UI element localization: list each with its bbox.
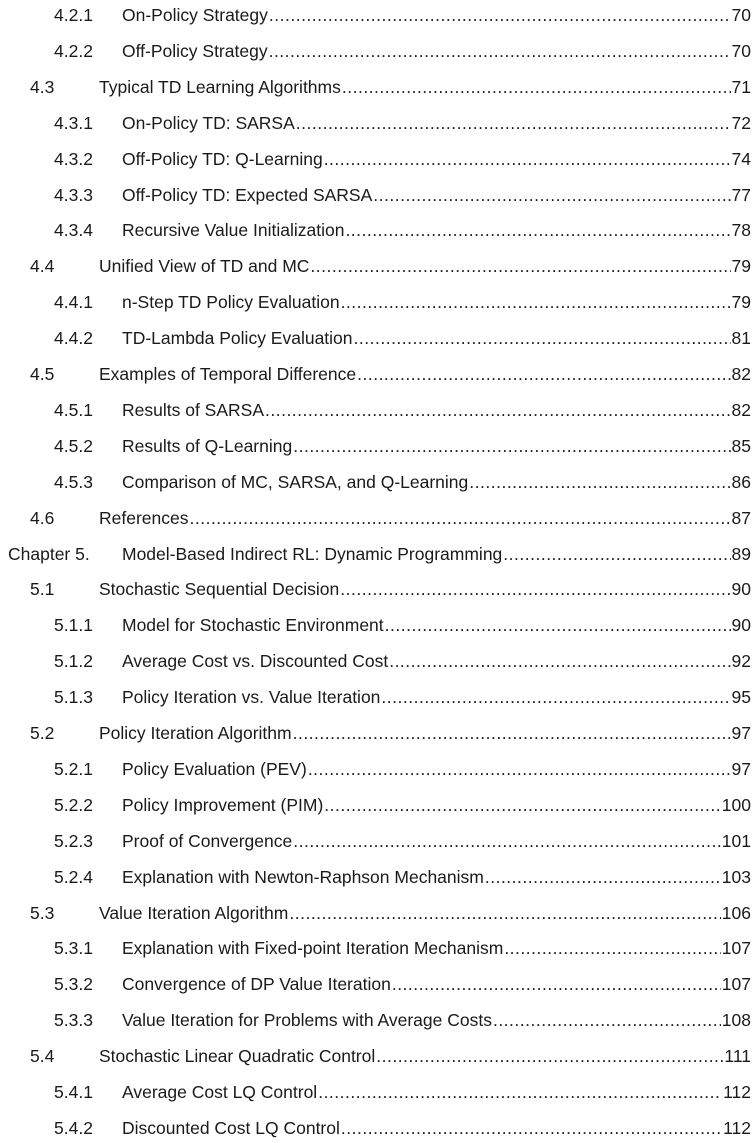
toc-entry-line: [122, 434, 751, 458]
dot-leader: [324, 147, 731, 171]
toc-entry[interactable]: [0, 649, 751, 673]
toc-entry-line: [122, 542, 751, 566]
toc-entry-number: 4.2.1: [54, 5, 93, 25]
toc-entry-number: 5.4: [30, 1046, 55, 1067]
toc-entry-title: Off-Policy TD: Expected SARSA: [122, 184, 373, 205]
toc-entry-page-number: 92: [731, 651, 751, 672]
toc-entry[interactable]: [0, 757, 751, 781]
toc-entry-page-number: 81: [731, 328, 751, 349]
toc-entry-page-number: 89: [731, 543, 751, 564]
toc-entry-title: Results of Q-Learning: [122, 435, 293, 456]
toc-entry-number: 4.4: [30, 256, 55, 277]
dot-leader: [493, 1008, 721, 1032]
toc-entry-page-number: 86: [731, 471, 751, 492]
toc-entry[interactable]: [0, 362, 751, 386]
toc-entry[interactable]: [0, 865, 751, 889]
toc-entry-page-number: 112: [723, 1082, 751, 1102]
dot-leader: [376, 1044, 723, 1068]
toc-entry[interactable]: [0, 613, 751, 637]
toc-entry-title: Policy Improvement (PIM): [122, 794, 324, 815]
toc-entry-line: [122, 972, 751, 996]
dot-leader: [293, 829, 721, 853]
dot-leader: [373, 183, 730, 207]
dot-leader: [308, 757, 731, 781]
dot-leader: [504, 936, 720, 960]
toc-entry-title: Discounted Cost LQ Control: [122, 1117, 340, 1138]
toc-entry-line: [122, 39, 751, 63]
toc-entry[interactable]: [0, 434, 751, 458]
toc-entry-page-number: 97: [731, 723, 751, 743]
toc-entry-line: [99, 721, 751, 745]
dot-leader: [324, 793, 721, 817]
toc-entry[interactable]: [0, 1044, 751, 1068]
toc-entry-number: 5.1.3: [54, 687, 93, 708]
toc-entry-line: [99, 362, 751, 386]
dot-leader: [340, 577, 730, 601]
toc-entry-line: [122, 1116, 751, 1140]
toc-entry-number: 5.4.2: [54, 1117, 93, 1138]
toc-entry-page-number: 107: [721, 974, 751, 995]
toc-entry-number: 5.2.4: [54, 866, 93, 887]
toc-entry-title: References: [99, 507, 189, 528]
toc-entry-line: [122, 111, 751, 135]
toc-entry-line: [122, 865, 751, 889]
toc-entry[interactable]: [0, 39, 751, 63]
toc-entry[interactable]: [0, 183, 751, 207]
toc-entry-line: [99, 75, 751, 99]
toc-entry-page-number: 103: [721, 866, 751, 887]
toc-entry-line: [99, 577, 751, 601]
toc-entry-title: On-Policy TD: SARSA: [122, 112, 295, 133]
toc-entry-line: [122, 3, 751, 27]
toc-entry-number: 5.2.2: [54, 794, 93, 815]
toc-entry-line: [99, 254, 751, 278]
toc-entry-line: [99, 506, 751, 530]
toc-entry[interactable]: [0, 1008, 751, 1032]
dot-leader: [485, 865, 721, 889]
toc-entry-page-number: 71: [731, 76, 751, 97]
toc-entry-page-number: 111: [724, 1046, 751, 1067]
toc-entry-number: 5.2: [30, 723, 55, 743]
toc-entry-title: Explanation with Newton-Raphson Mechanism: [122, 866, 484, 887]
toc-entry-number: 4.2.2: [54, 40, 93, 61]
toc-entry-title: Policy Iteration vs. Value Iteration: [122, 687, 381, 708]
toc-entry[interactable]: [0, 829, 751, 853]
toc-entry-number: 5.4.1: [54, 1082, 93, 1102]
toc-entry-page-number: 79: [731, 292, 751, 313]
toc-entry-number: 5.1.1: [54, 615, 93, 636]
toc-entry-title: Policy Iteration Algorithm: [99, 723, 292, 743]
toc-entry-title: Model-Based Indirect RL: Dynamic Programming: [122, 543, 503, 564]
toc-entry-page-number: 100: [721, 794, 751, 815]
toc-entry-number: 5.1.2: [54, 651, 93, 672]
toc-entry-title: n-Step TD Policy Evaluation: [122, 292, 340, 313]
toc-entry-title: Policy Evaluation (PEV): [122, 758, 307, 779]
toc-entry-title: Off-Policy Strategy: [122, 40, 268, 61]
toc-entry[interactable]: [0, 972, 751, 996]
toc-entry-page-number: 70: [731, 40, 751, 61]
toc-entry-number: 4.3.4: [54, 220, 93, 241]
dot-leader: [392, 972, 721, 996]
toc-entry-line: [122, 183, 751, 207]
dot-leader: [381, 685, 730, 709]
dot-leader: [503, 542, 730, 566]
toc-entry[interactable]: [0, 1116, 751, 1140]
dot-leader: [341, 1116, 722, 1140]
dot-leader: [265, 398, 731, 422]
toc-entry-page-number: 70: [731, 5, 751, 25]
toc-entry-line: [122, 218, 751, 242]
toc-entry-title: Unified View of TD and MC: [99, 256, 310, 277]
toc-entry-title: Stochastic Sequential Decision: [99, 579, 340, 600]
toc-entry-page-number: 82: [731, 364, 751, 384]
toc-entry-title: Typical TD Learning Algorithms: [99, 76, 341, 97]
toc-entry-title: Results of SARSA: [122, 399, 264, 420]
toc-entry-line: [122, 757, 751, 781]
toc-entry-line: [99, 901, 751, 925]
toc-entry[interactable]: [0, 721, 751, 745]
dot-leader: [469, 470, 730, 494]
toc-entry-page-number: 79: [731, 256, 751, 277]
toc-entry-line: [122, 1080, 751, 1104]
dot-leader: [289, 901, 720, 925]
toc-entry[interactable]: [0, 326, 751, 350]
dot-leader: [296, 111, 731, 135]
dot-leader: [293, 721, 731, 745]
toc-entry-number: Chapter 5.: [8, 543, 90, 564]
toc-entry-number: 4.3.3: [54, 184, 93, 205]
toc-entry-page-number: 107: [721, 938, 751, 959]
toc-entry[interactable]: [0, 936, 751, 960]
toc-entry[interactable]: [0, 577, 751, 601]
dot-leader: [342, 75, 731, 99]
toc-entry-number: 4.5.1: [54, 399, 93, 420]
toc-entry-title: Average Cost vs. Discounted Cost: [122, 651, 389, 672]
toc-entry-line: [99, 1044, 751, 1068]
dot-leader: [345, 218, 730, 242]
toc-entry-number: 4.5.2: [54, 435, 93, 456]
toc-entry[interactable]: [0, 147, 751, 171]
toc-entry-page-number: 74: [731, 148, 751, 169]
toc-entry-number: 5.3.1: [54, 938, 93, 959]
toc-entry-page-number: 78: [731, 220, 751, 241]
toc-entry-page-number: 82: [731, 399, 751, 420]
toc-entry-number: 4.3: [30, 76, 55, 97]
toc-entry-number: 4.3.1: [54, 112, 93, 133]
dot-leader: [293, 434, 730, 458]
toc-entry-title: Examples of Temporal Difference: [99, 364, 357, 384]
toc-entry-number: 4.6: [30, 507, 55, 528]
toc-entry-line: [122, 1008, 751, 1032]
toc-entry[interactable]: [0, 3, 751, 27]
toc-entry-line: [122, 613, 751, 637]
toc-entry-line: [122, 326, 751, 350]
dot-leader: [310, 254, 730, 278]
toc-entry-title: Off-Policy TD: Q-Learning: [122, 148, 323, 169]
toc-entry[interactable]: [0, 470, 751, 494]
toc-entry-page-number: 77: [731, 184, 751, 205]
toc-entry-number: 4.5.3: [54, 471, 93, 492]
toc-entry-title: Model for Stochastic Environment: [122, 615, 384, 636]
toc-entry-number: 4.4.1: [54, 292, 93, 313]
toc-entry-line: [122, 470, 751, 494]
toc-entry[interactable]: [0, 290, 751, 314]
toc-entry[interactable]: [0, 793, 751, 817]
toc-entry-title: On-Policy Strategy: [122, 5, 268, 25]
toc-entry-page-number: 95: [731, 687, 751, 708]
toc-entry-line: [122, 290, 751, 314]
toc-entry-line: [122, 398, 751, 422]
toc-entry[interactable]: [0, 685, 751, 709]
toc-entry-title: Value Iteration Algorithm: [99, 902, 289, 923]
toc-entry-title: Explanation with Fixed-point Iteration Mechanism: [122, 938, 504, 959]
toc-entry-number: 5.2.3: [54, 830, 93, 851]
toc-entry-title: Value Iteration for Problems with Average Costs: [122, 1010, 492, 1031]
toc-entry-page-number: 106: [721, 902, 751, 923]
toc-entry[interactable]: [0, 1080, 751, 1104]
dot-leader: [354, 326, 731, 350]
toc-entry-page-number: 112: [723, 1117, 751, 1138]
toc-entry[interactable]: [0, 398, 751, 422]
toc-entry-line: [122, 793, 751, 817]
toc-entry-number: 4.4.2: [54, 328, 93, 349]
toc-entry[interactable]: [0, 506, 751, 530]
toc-entry-page-number: 87: [731, 507, 751, 528]
toc-entry-page-number: 97: [731, 758, 751, 779]
toc-entry-title: Convergence of DP Value Iteration: [122, 974, 391, 995]
toc-entry-number: 4.5: [30, 364, 55, 384]
dot-leader: [357, 362, 730, 386]
toc-entry[interactable]: [0, 218, 751, 242]
toc-entry[interactable]: [0, 901, 751, 925]
toc-entry-number: 5.3: [30, 902, 55, 923]
toc-entry-number: 5.2.1: [54, 758, 93, 779]
toc-entry-page-number: 108: [721, 1010, 751, 1031]
dot-leader: [389, 649, 730, 673]
dot-leader: [341, 290, 731, 314]
dot-leader: [385, 613, 731, 637]
toc-entry-line: [122, 649, 751, 673]
toc-entry-page-number: 85: [731, 435, 751, 456]
toc-entry-page-number: 101: [721, 830, 751, 851]
toc-entry[interactable]: [0, 111, 751, 135]
toc-entry-title: Comparison of MC, SARSA, and Q-Learning: [122, 471, 469, 492]
toc-entry-line: [122, 147, 751, 171]
toc-entry-number: 5.3.3: [54, 1010, 93, 1031]
dot-leader: [269, 3, 731, 27]
toc-entry-page-number: 72: [731, 112, 751, 133]
toc-entry-title: TD-Lambda Policy Evaluation: [122, 328, 353, 349]
toc-entry-number: 4.3.2: [54, 148, 93, 169]
toc-entry-line: [122, 936, 751, 960]
toc-entry-line: [122, 829, 751, 853]
toc-entry-title: Stochastic Linear Quadratic Control: [99, 1046, 376, 1067]
dot-leader: [318, 1080, 722, 1104]
toc-entry-title: Recursive Value Initialization: [122, 220, 345, 241]
toc-entry-page-number: 90: [731, 579, 751, 600]
toc-entry-line: [122, 685, 751, 709]
toc-entry[interactable]: [0, 75, 751, 99]
dot-leader: [190, 506, 731, 530]
toc-entry-number: 5.3.2: [54, 974, 93, 995]
toc-entry-title: Proof of Convergence: [122, 830, 293, 851]
toc-entry-page-number: 90: [731, 615, 751, 636]
dot-leader: [269, 39, 731, 63]
toc-entry-title: Average Cost LQ Control: [122, 1082, 318, 1102]
toc-entry[interactable]: [0, 542, 751, 566]
toc-entry[interactable]: [0, 254, 751, 278]
toc-entry-number: 5.1: [30, 579, 55, 600]
